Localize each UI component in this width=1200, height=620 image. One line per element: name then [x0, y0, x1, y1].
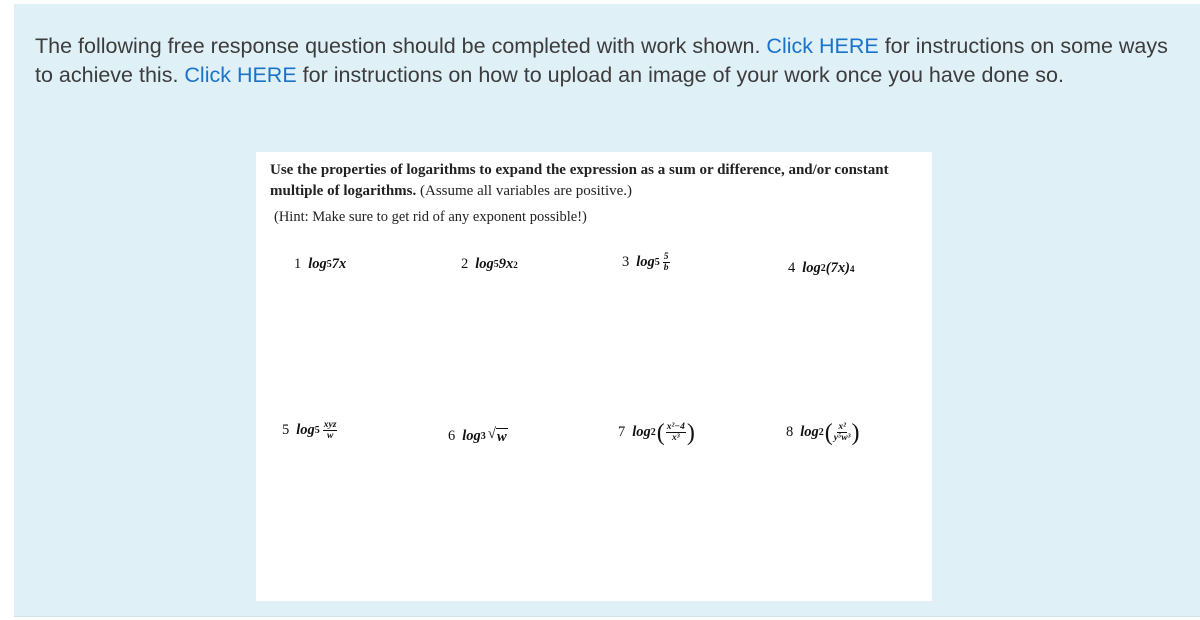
intro-part-3: for instructions on how to upload an image of your work once you have done so.	[296, 62, 1064, 87]
instruction-bold: Use the properties of logarithms to expand the expression as a sum or difference, and/or constant multiple of logarithms.	[270, 162, 889, 199]
problem-4: 4 log 2 (7x) 4	[788, 260, 855, 276]
intro-text	[35, 32, 1175, 89]
problem-6: 6 log 3 √ w	[448, 426, 507, 445]
intro-part-1: The following free response question should be completed with work shown.	[35, 34, 767, 58]
instructions-link[interactable]: Click HERE	[766, 34, 879, 58]
intro-part-2: for instructions on some ways to achieve this.	[35, 34, 1168, 87]
problem-8: 8 log 2 ( $\frac{\text{x²}}{\text{y⁵w³}}$ )	[786, 419, 860, 446]
problem-1: 1 log 5 7x	[294, 256, 347, 272]
worksheet-image	[256, 152, 932, 601]
problem-2: 2 log 5 9x 2	[461, 256, 518, 272]
problem-7: 7 log 2 ( $\frac{\text{x²−4}}{\text{x³}}$ )	[618, 419, 695, 446]
upload-instructions-link[interactable]: Click HERE	[184, 62, 297, 87]
problem-5: 5 log 5 $\frac{\text{xyz}}{w}$	[282, 420, 337, 441]
problem-3: 3 log 5 $\frac{5}{b}$	[622, 252, 669, 273]
sqrt-icon: √	[487, 426, 497, 442]
instruction-paren: (Assume all variables are positive.)	[416, 183, 633, 199]
worksheet-hint: (Hint: Make sure to get rid of any exponent possible!)	[274, 209, 587, 225]
worksheet-instructions	[270, 160, 920, 202]
